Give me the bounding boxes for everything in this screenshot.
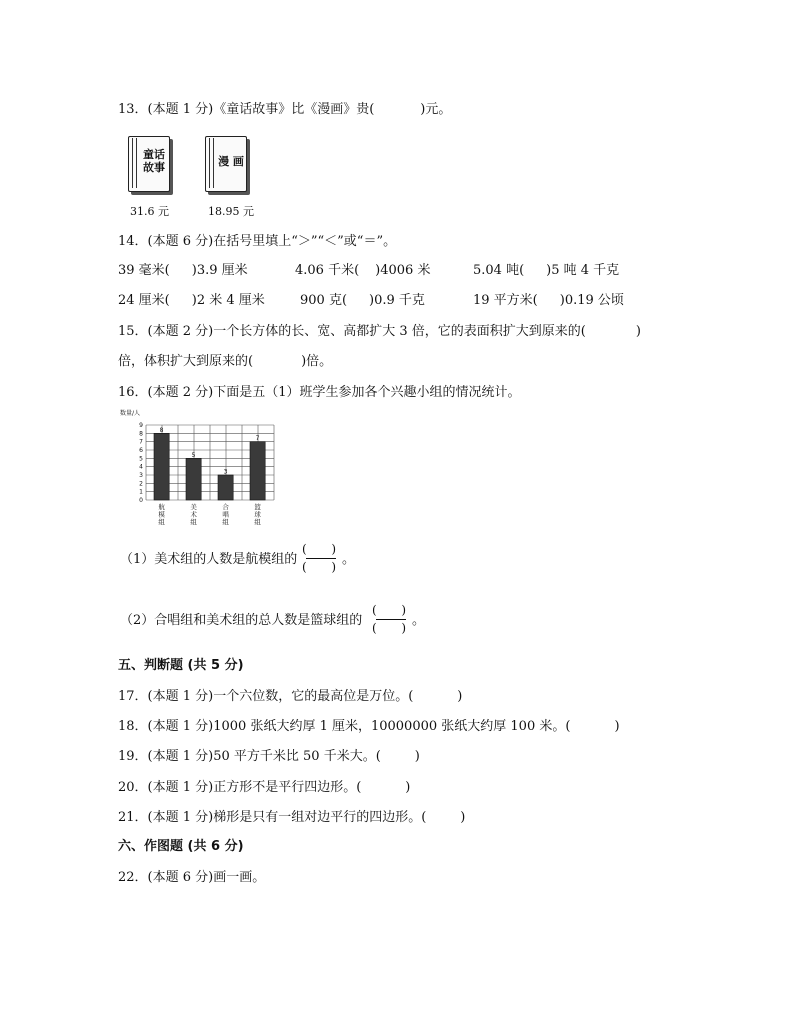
- q14-item: 4.06 千米( )4006 米: [295, 263, 431, 278]
- q16-sub1-period: 。: [342, 552, 356, 567]
- y-tick-label: 8: [139, 430, 143, 438]
- y-tick-label: 5: [139, 455, 143, 463]
- q16-sub2: （2）合唱组和美术组的总人数是篮球组的: [120, 613, 363, 628]
- bar-value-label: 8: [159, 426, 164, 434]
- q13-stem: 13．(本题 1 分)《童话故事》比《漫画》贵(: [118, 102, 375, 117]
- q17: 17．(本题 1 分)一个六位数，它的最高位是万位。( ): [118, 689, 463, 704]
- book-comics: [205, 136, 249, 192]
- x-tick-label-char: 模: [158, 510, 165, 519]
- x-tick-label-char: 航: [158, 503, 165, 511]
- answer-fraction[interactable]: ( ) ( ): [302, 542, 336, 574]
- y-tick-label: 2: [139, 480, 143, 488]
- bar-航模组: [154, 433, 169, 500]
- q21: 21．(本题 1 分)梯形是只有一组对边平行的四边形。( ): [118, 810, 466, 825]
- x-tick-label-char: 球: [254, 510, 261, 519]
- q15-line1: 15．(本题 2 分)一个长方体的长、宽、高都扩大 3 倍，它的表面积扩大到原来的( ): [118, 324, 641, 339]
- answer-fraction[interactable]: ( ) ( ): [372, 603, 406, 635]
- y-tick-label: 6: [139, 447, 143, 454]
- x-tick-label-char: 组: [158, 518, 165, 526]
- q16-sub2-period: 。: [412, 613, 426, 628]
- y-axis-label: 数量/人: [120, 410, 141, 417]
- x-tick-label-char: 组: [254, 518, 261, 526]
- book-price: 31.6 元: [130, 205, 169, 218]
- q14-text: 14．(本题 6 分)在括号里填上“＞”“＜”或“＝”。: [118, 234, 397, 249]
- q18: 18．(本题 1 分)1000 张纸大约厚 1 厘米，10000000 张纸大约厚 100 米。( ): [118, 719, 620, 734]
- y-tick-label: 1: [139, 488, 143, 496]
- book-price: 18.95 元: [208, 205, 254, 218]
- q13-text: [118, 101, 451, 119]
- bar-value-label: 7: [255, 435, 260, 443]
- x-tick-label-char: 术: [190, 510, 197, 519]
- q20: 20．(本题 1 分)正方形不是平行四边形。( ): [118, 780, 411, 795]
- interest-group-bar-chart: [118, 407, 278, 529]
- x-tick-label-char: 合: [222, 503, 229, 511]
- q19: 19．(本题 1 分)50 平方千米比 50 千米大。( ): [118, 749, 420, 764]
- section-6-title: 六、作图题 (共 6 分): [118, 839, 244, 854]
- y-tick-label: 9: [139, 422, 143, 429]
- bar-合唱组: [218, 475, 233, 500]
- x-tick-label-char: 组: [190, 518, 197, 526]
- x-tick-label-char: 篮: [254, 503, 261, 511]
- q14-item: 39 毫米( )3.9 厘米: [118, 263, 248, 278]
- x-tick-label-char: 组: [222, 518, 229, 526]
- x-tick-label-char: 唱: [222, 510, 229, 519]
- bar-value-label: 5: [191, 451, 196, 459]
- book-title: 童话故事: [143, 148, 165, 174]
- q16-text: 16．(本题 2 分)下面是五（1）班学生参加各个兴趣小组的情况统计。: [118, 385, 521, 400]
- q13-tail: )元。: [420, 102, 452, 117]
- section-5-title: 五、判断题 (共 5 分): [118, 658, 244, 673]
- q16-sub1: （1）美术组的人数是航模组的: [120, 552, 298, 567]
- y-tick-label: 4: [139, 463, 143, 471]
- q14-item: 24 厘米( )2 米 4 厘米: [118, 293, 265, 308]
- q14-item: 19 平方米( )0.19 公顷: [473, 293, 624, 308]
- bar-篮球组: [250, 442, 265, 500]
- book-title: 漫 画: [218, 155, 244, 168]
- book-fairy-tales: [128, 136, 172, 192]
- y-tick-label: 3: [139, 472, 143, 479]
- q15-line2: 倍，体积扩大到原来的( )倍。: [118, 354, 333, 369]
- y-tick-label: 7: [139, 438, 143, 446]
- y-tick-label: 0: [139, 497, 143, 504]
- bar-美术组: [186, 458, 201, 500]
- q22: 22．(本题 6 分)画一画。: [118, 870, 266, 885]
- q14-item: 900 克( )0.9 千克: [300, 293, 425, 308]
- x-tick-label-char: 美: [190, 503, 197, 511]
- bar-value-label: 3: [223, 468, 228, 476]
- q14-item: 5.04 吨( )5 吨 4 千克: [473, 263, 620, 278]
